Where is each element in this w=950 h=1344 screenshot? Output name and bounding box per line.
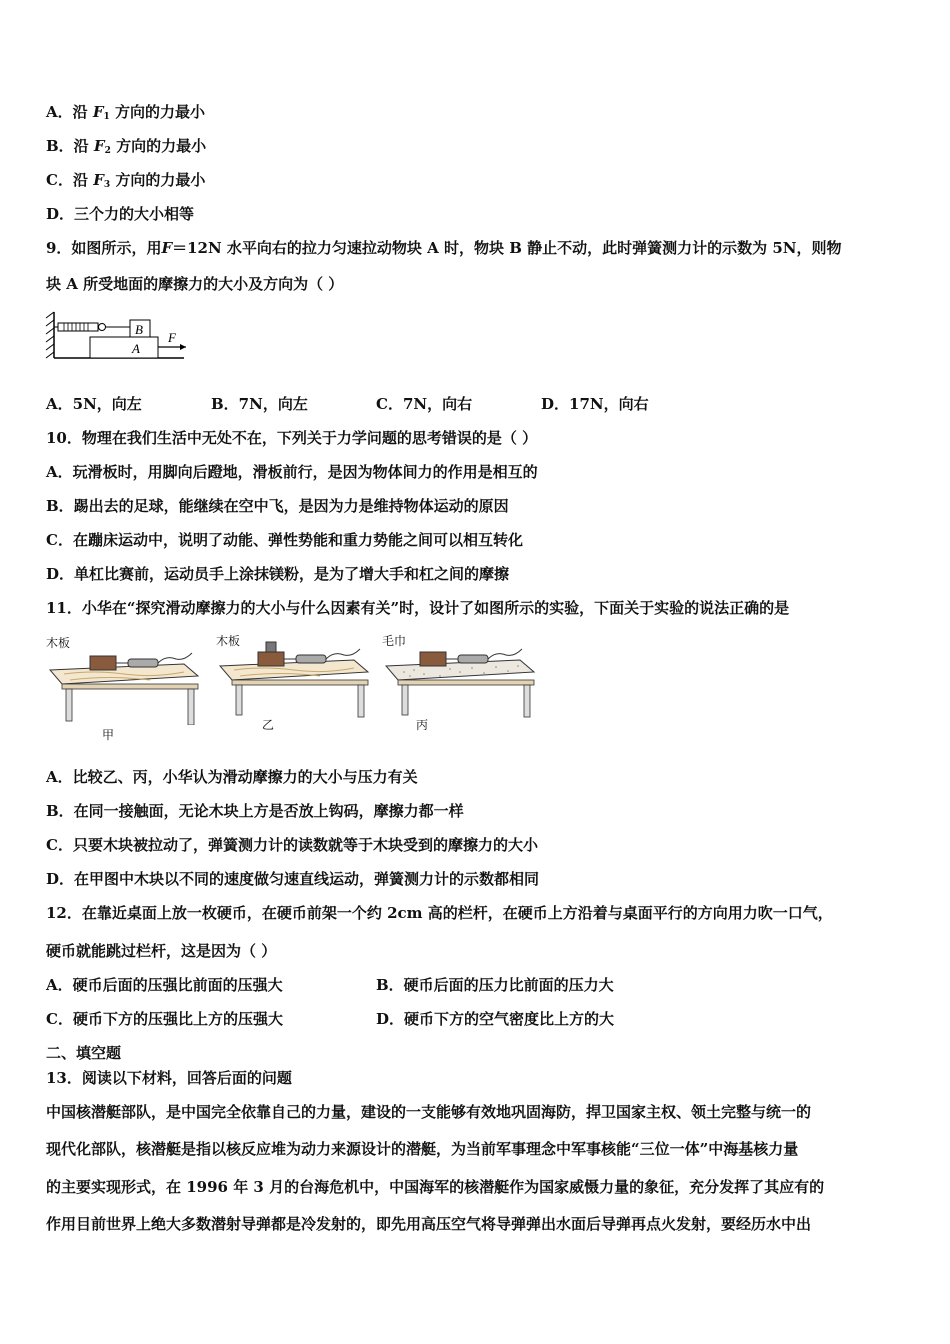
block-a-label: A — [132, 341, 140, 356]
option-text: 方向的力最小 — [115, 103, 206, 121]
option-text: 方向的力最小 — [115, 171, 206, 189]
q9-option-b: B．7N，向左 — [211, 395, 308, 413]
section-heading: 二、填空题 — [46, 1044, 122, 1062]
wood-block — [90, 656, 116, 670]
figure-caption: 乙 — [262, 718, 275, 732]
q12-option-a: A．硬币后面的压强比前面的压强大 — [46, 976, 283, 994]
q10-stem: 10．物理在我们生活中无处不在，下列关于力学问题的思考错误的是（ ） — [46, 429, 538, 447]
table-leg — [358, 685, 364, 717]
hand — [488, 649, 522, 659]
force-symbol: F — [93, 137, 105, 155]
jia-drawing — [44, 630, 204, 725]
q9-figure — [44, 310, 204, 368]
q9-stem-line2: 块 A 所受地面的摩擦力的大小及方向为（ ） — [46, 275, 344, 293]
table-edge — [398, 680, 534, 685]
q11-stem: 11．小华在“探究滑动摩擦力的大小与什么因素有关”时，设计了如图所示的实验，下面关于实验的说法正确的是 — [46, 599, 790, 617]
hand — [326, 649, 360, 659]
figure-caption: 丙 — [416, 718, 429, 732]
surface-label: 木板 — [46, 636, 71, 650]
q10-option-d: D．单杠比赛前，运动员手上涂抹镁粉，是为了增大手和杠之间的摩擦 — [46, 565, 510, 583]
q11-option-a: A．比较乙、丙，小华认为滑动摩擦力的大小与压力有关 — [46, 768, 418, 786]
force-symbol: F — [92, 103, 104, 121]
force-label: F — [168, 330, 176, 345]
figure-caption: 甲 — [102, 728, 115, 742]
q9-text: ＝12N 水平向右的拉力匀速拉动物块 A 时，物块 B 静止不动，此时弹簧测力计的示数为 5N，则物 — [172, 239, 842, 257]
q8-option-a — [46, 102, 205, 127]
spring-scale — [128, 659, 158, 667]
table-leg — [402, 685, 408, 715]
option-label: D．三个力的大小相等 — [46, 205, 195, 223]
wall-hatching — [46, 312, 54, 358]
q13-passage-line: 作用目前世界上绝大多数潜射导弹都是冷发射的，即先用高压空气将导弹弹出水面后导弹再点火发射，要经历水中出 — [46, 1215, 812, 1233]
yi-drawing — [214, 630, 374, 720]
force-arrowhead — [180, 344, 186, 350]
q9-stem-line1 — [46, 238, 842, 258]
hand — [158, 653, 192, 663]
q12-option-b: B．硬币后面的压力比前面的压力大 — [376, 976, 614, 994]
q12-stem-line2: 硬币就能跳过栏杆，这是因为（ ） — [46, 942, 277, 960]
wood-block — [258, 652, 284, 666]
force-symbol: F — [93, 171, 104, 189]
block-a — [90, 337, 158, 358]
weight — [266, 642, 276, 652]
q11-figure-bing — [380, 630, 540, 745]
q11-figure-yi — [214, 630, 374, 745]
q13-stem: 13．阅读以下材料，回答后面的问题 — [46, 1069, 292, 1087]
spring-scale — [296, 655, 326, 663]
table-leg — [66, 689, 72, 721]
force-subscript: 2 — [104, 146, 111, 156]
option-text: 方向的力最小 — [116, 137, 207, 155]
q10-option-b: B．踢出去的足球，能继续在空中飞，是因为力是维持物体运动的原因 — [46, 497, 509, 515]
q10-option-a: A．玩滑板时，用脚向后蹬地，滑板前行，是因为物体间力的作用是相互的 — [46, 463, 538, 481]
q9-option-c: C．7N，向右 — [376, 395, 473, 413]
q11-figure-jia — [44, 630, 204, 745]
force-subscript: 1 — [103, 112, 110, 122]
q8-option-c — [46, 170, 205, 195]
bing-drawing — [380, 630, 540, 720]
table-edge — [232, 680, 368, 685]
q12-option-c: C．硬币下方的压强比上方的压强大 — [46, 1010, 283, 1028]
q9-text: 9．如图所示，用 — [46, 239, 162, 257]
q10-option-c: C．在蹦床运动中，说明了动能、弹性势能和重力势能之间可以相互转化 — [46, 531, 523, 549]
q12-option-d: D．硬币下方的空气密度比上方的大 — [376, 1010, 615, 1028]
q11-option-c: C．只要木块被拉动了，弹簧测力计的读数就等于木块受到的摩擦力的大小 — [46, 836, 538, 854]
wood-block — [420, 652, 446, 666]
block-b-label: B — [135, 322, 143, 337]
q8-option-d — [46, 204, 194, 224]
surface-label: 毛巾 — [382, 634, 407, 648]
scale-ring — [99, 324, 106, 331]
force-subscript: 3 — [103, 180, 111, 190]
q13-passage-line: 的主要实现形式，在 1996 年 3 月的台海危机中，中国海军的核潜艇作为国家威慑力量的象征，充分发挥了其应有的 — [46, 1178, 825, 1196]
table-leg — [524, 685, 530, 717]
table-leg — [188, 689, 194, 725]
q9-option-a: A．5N，向左 — [46, 395, 142, 413]
surface-label: 木板 — [216, 634, 241, 648]
q13-passage-line: 现代化部队，核潜艇是指以核反应堆为动力来源设计的潜艇，为当前军事理念中军事核能“三位一体”中海基核力量 — [46, 1140, 799, 1158]
option-label: A．沿 — [46, 103, 88, 121]
table-edge — [62, 684, 198, 689]
q8-option-b — [46, 136, 206, 161]
table-leg — [236, 685, 242, 715]
q11-option-d: D．在甲图中木块以不同的速度做匀速直线运动，弹簧测力计的示数都相同 — [46, 870, 540, 888]
option-label: B．沿 — [46, 137, 89, 155]
q12-stem-line1: 12．在靠近桌面上放一枚硬币，在硬币前架一个约 2cm 高的栏杆，在硬币上方沿着与桌面平行的方向用力吹一口气， — [46, 904, 833, 922]
force-symbol: F — [161, 239, 173, 257]
q13-passage-line: 中国核潜艇部队，是中国完全依靠自己的力量，建设的一支能够有效地巩固海防，捍卫国家主权、领土完整与统一的 — [46, 1103, 812, 1121]
q9-option-d: D．17N，向右 — [541, 395, 649, 413]
option-label: C．沿 — [46, 171, 88, 189]
spring-scale — [458, 655, 488, 663]
q11-option-b: B．在同一接触面，无论木块上方是否放上钩码，摩擦力都一样 — [46, 802, 464, 820]
